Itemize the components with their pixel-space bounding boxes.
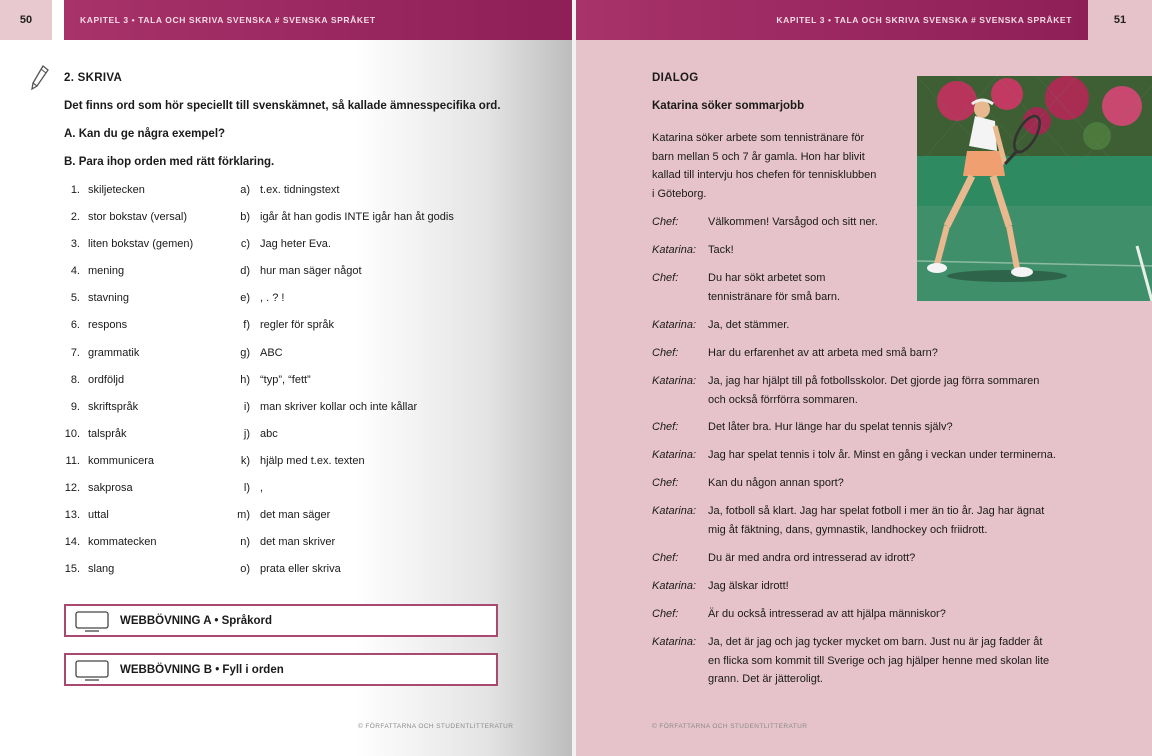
- term-row: [62, 455, 532, 482]
- dialog-line: Har du erfarenhet av att arbeta med små barn?: [708, 347, 938, 359]
- dialog-line: Ja, det stämmer.: [708, 319, 790, 331]
- term-number: 10.: [64, 427, 80, 440]
- dialog-line: mig åt fäktning, dans, gymnastik, landhockey och friidrott.: [708, 523, 988, 536]
- definition-text: abc: [260, 427, 278, 440]
- dialog-line: Det låter bra. Hur länge har du spelat tennis själv?: [708, 421, 953, 433]
- right-chapter-header: KAPITEL 3 • TALA OCH SKRIVA SVENSKA # SVENSKA SPRÅKET: [576, 0, 1088, 40]
- term-number: 8.: [70, 373, 80, 386]
- term-row: [62, 536, 532, 563]
- task-b: B. Para ihop orden med rätt förklaring.: [64, 156, 275, 168]
- term-row: [62, 184, 532, 211]
- definition-text: det man säger: [260, 509, 331, 522]
- definition-letter: b): [240, 211, 250, 224]
- definition-letter: e): [240, 292, 250, 305]
- term-word: respons: [88, 319, 128, 332]
- speaker-label: Katarina:: [652, 449, 697, 461]
- monitor-icon: [75, 611, 109, 632]
- term-number: 9.: [70, 400, 80, 413]
- definition-letter: k): [240, 454, 250, 467]
- dialog-line: Välkommen! Varsågod och sitt ner.: [708, 216, 878, 228]
- term-word: kommunicera: [88, 454, 155, 467]
- dialog-line: Jag älskar idrott!: [708, 580, 789, 592]
- speaker-label: Katarina:: [652, 505, 697, 517]
- right-page-number: 51: [1088, 0, 1152, 40]
- narrative-line: barn mellan 5 och 7 år gamla. Hon har blivit: [652, 150, 865, 163]
- term-number: 14.: [64, 536, 80, 549]
- left-copyright: © FÖRFATTARNA OCH STUDENTLITTERATUR: [358, 723, 514, 730]
- term-word: mening: [88, 265, 125, 278]
- dialog-line: och också förrförra sommaren.: [708, 393, 858, 406]
- term-word: sakprosa: [88, 482, 133, 495]
- narrative-line: i Göteborg.: [652, 187, 707, 200]
- term-number: 15.: [64, 563, 80, 576]
- term-number: 5.: [70, 292, 80, 305]
- term-word: grammatik: [88, 346, 140, 359]
- web-exercise-a-button[interactable]: [64, 604, 498, 637]
- speaker-label: Katarina:: [652, 636, 697, 648]
- narrative-line: kallad till intervju hos chefen för tennisklubben: [652, 169, 877, 181]
- definition-letter: a): [240, 184, 250, 196]
- speaker-label: Katarina:: [652, 375, 697, 387]
- right-copyright: © FÖRFATTARNA OCH STUDENTLITTERATUR: [652, 723, 808, 730]
- term-row: [62, 238, 532, 265]
- term-word: uttal: [88, 509, 109, 522]
- dialog-line: grann. Det är jätteroligt.: [708, 673, 823, 685]
- definition-text: man skriver kollar och inte kållar: [260, 400, 418, 413]
- definition-letter: m): [237, 509, 250, 522]
- term-word: kommatecken: [88, 536, 157, 549]
- term-number: 3.: [70, 238, 80, 251]
- definition-letter: l): [243, 482, 250, 495]
- term-row: [62, 401, 532, 428]
- section-heading: 2. SKRIVA: [64, 72, 123, 84]
- dialog-line: Ja, jag har hjälpt till på fotbollsskolor. Det gjorde jag förra sommaren: [708, 375, 1040, 387]
- term-number: 13.: [64, 509, 80, 522]
- speaker-label: Katarina:: [652, 244, 697, 256]
- definition-text: “typ”, “fett”: [260, 373, 311, 386]
- dialog-heading: DIALOG: [652, 72, 699, 84]
- definition-text: , . ? !: [260, 292, 285, 305]
- dialog-line: Ja, det är jag och jag tycker mycket om barn. Just nu är jag fadder åt: [708, 636, 1043, 648]
- narrative-text: [652, 129, 908, 203]
- definition-text: Jag heter Eva.: [260, 238, 331, 251]
- term-word: stor bokstav (versal): [88, 211, 188, 224]
- term-word: stavning: [88, 292, 129, 305]
- term-number: 12.: [64, 482, 80, 495]
- term-row: [62, 428, 532, 455]
- speaker-label: Chef:: [652, 272, 679, 284]
- definition-letter: i): [243, 400, 250, 413]
- definition-text: hjälp med t.ex. texten: [260, 454, 365, 467]
- tennis-player-photo: [917, 76, 1152, 301]
- left-chapter-header: KAPITEL 3 • TALA OCH SKRIVA SVENSKA # SVENSKA SPRÅKET: [64, 0, 572, 40]
- pencil-icon: [30, 64, 50, 92]
- dialog-line: Ja, fotboll så klart. Jag har spelat fotboll i mer än tio år. Jag har ägnat: [708, 505, 1045, 517]
- definition-text: prata eller skriva: [260, 563, 341, 576]
- term-word: skriftspråk: [88, 400, 139, 413]
- definition-text: igår åt han godis INTE igår han åt godis: [260, 211, 454, 224]
- term-number: 2.: [70, 211, 80, 224]
- term-row: [62, 482, 532, 509]
- web-exercise-b-button[interactable]: [64, 653, 498, 686]
- term-word: talspråk: [88, 427, 127, 440]
- dialog-line: Jag har spelat tennis i tolv år. Minst en gång i veckan under terminerna.: [708, 449, 1056, 461]
- web-exercise-a-label: WEBBÖVNING A • Språkord: [120, 615, 273, 627]
- dialog-subheading: Katarina söker sommarjobb: [652, 100, 805, 112]
- definition-letter: h): [240, 373, 250, 386]
- speaker-label: Katarina:: [652, 319, 697, 331]
- speaker-label: Chef:: [652, 216, 679, 228]
- monitor-icon: [75, 660, 109, 681]
- speaker-label: Chef:: [652, 421, 679, 433]
- term-row: [62, 374, 532, 401]
- definition-letter: f): [243, 319, 250, 332]
- term-word: liten bokstav (gemen): [88, 238, 194, 251]
- term-number: 1.: [70, 184, 80, 196]
- term-row: [62, 211, 532, 238]
- definition-text: t.ex. tidningstext: [260, 184, 340, 196]
- term-number: 4.: [70, 265, 80, 278]
- dialog-line: Tack!: [708, 244, 734, 256]
- definition-text: det man skriver: [260, 536, 336, 549]
- left-page: [0, 0, 572, 756]
- term-word: skiljetecken: [88, 184, 145, 196]
- speaker-label: Chef:: [652, 608, 679, 620]
- term-row: [62, 319, 532, 346]
- dialog-line: Du har sökt arbetet som: [708, 272, 826, 284]
- web-exercise-b-label: WEBBÖVNING B • Fyll i orden: [120, 664, 284, 676]
- term-word: ordföljd: [88, 373, 125, 386]
- term-row: [62, 292, 532, 319]
- speaker-label: Chef:: [652, 347, 679, 359]
- term-row: [62, 347, 532, 374]
- term-number: 11.: [65, 454, 80, 467]
- task-a: A. Kan du ge några exempel?: [64, 128, 226, 140]
- left-page-number: 50: [0, 0, 52, 40]
- narrative-line: Katarina söker arbete som tennistränare för: [652, 132, 865, 144]
- speaker-label: Katarina:: [652, 580, 697, 592]
- dialog-line: Kan du någon annan sport?: [708, 477, 844, 489]
- matching-list: [62, 184, 532, 590]
- term-row: [62, 509, 532, 536]
- dialog-line: Du är med andra ord intresserad av idrott?: [708, 552, 916, 564]
- intro-text: Det finns ord som hör speciellt till svenskämnet, så kallade ämnesspecifika ord.: [64, 100, 501, 112]
- definition-letter: j): [243, 427, 250, 440]
- term-row: [62, 265, 532, 292]
- definition-text: ,: [260, 482, 264, 495]
- definition-letter: d): [240, 265, 250, 278]
- definition-letter: g): [240, 346, 250, 359]
- definition-text: ABC: [260, 346, 283, 359]
- term-number: 6.: [70, 319, 80, 332]
- definition-text: hur man säger något: [260, 265, 362, 278]
- term-number: 7.: [70, 346, 80, 359]
- term-word: slang: [88, 563, 115, 576]
- definition-letter: c): [240, 238, 250, 251]
- speaker-label: Chef:: [652, 552, 679, 564]
- definition-letter: o): [240, 563, 250, 576]
- dialog-line: tennistränare för små barn.: [708, 290, 841, 303]
- speaker-label: Chef:: [652, 477, 679, 489]
- definition-letter: n): [240, 536, 250, 549]
- term-row: [62, 563, 532, 590]
- dialog-line: en flicka som kommit till Sverige och jag hjälper henne med skolan lite: [708, 654, 1050, 667]
- definition-text: regler för språk: [260, 319, 334, 332]
- dialog-line: Är du också intresserad av att hjälpa människor?: [708, 608, 946, 620]
